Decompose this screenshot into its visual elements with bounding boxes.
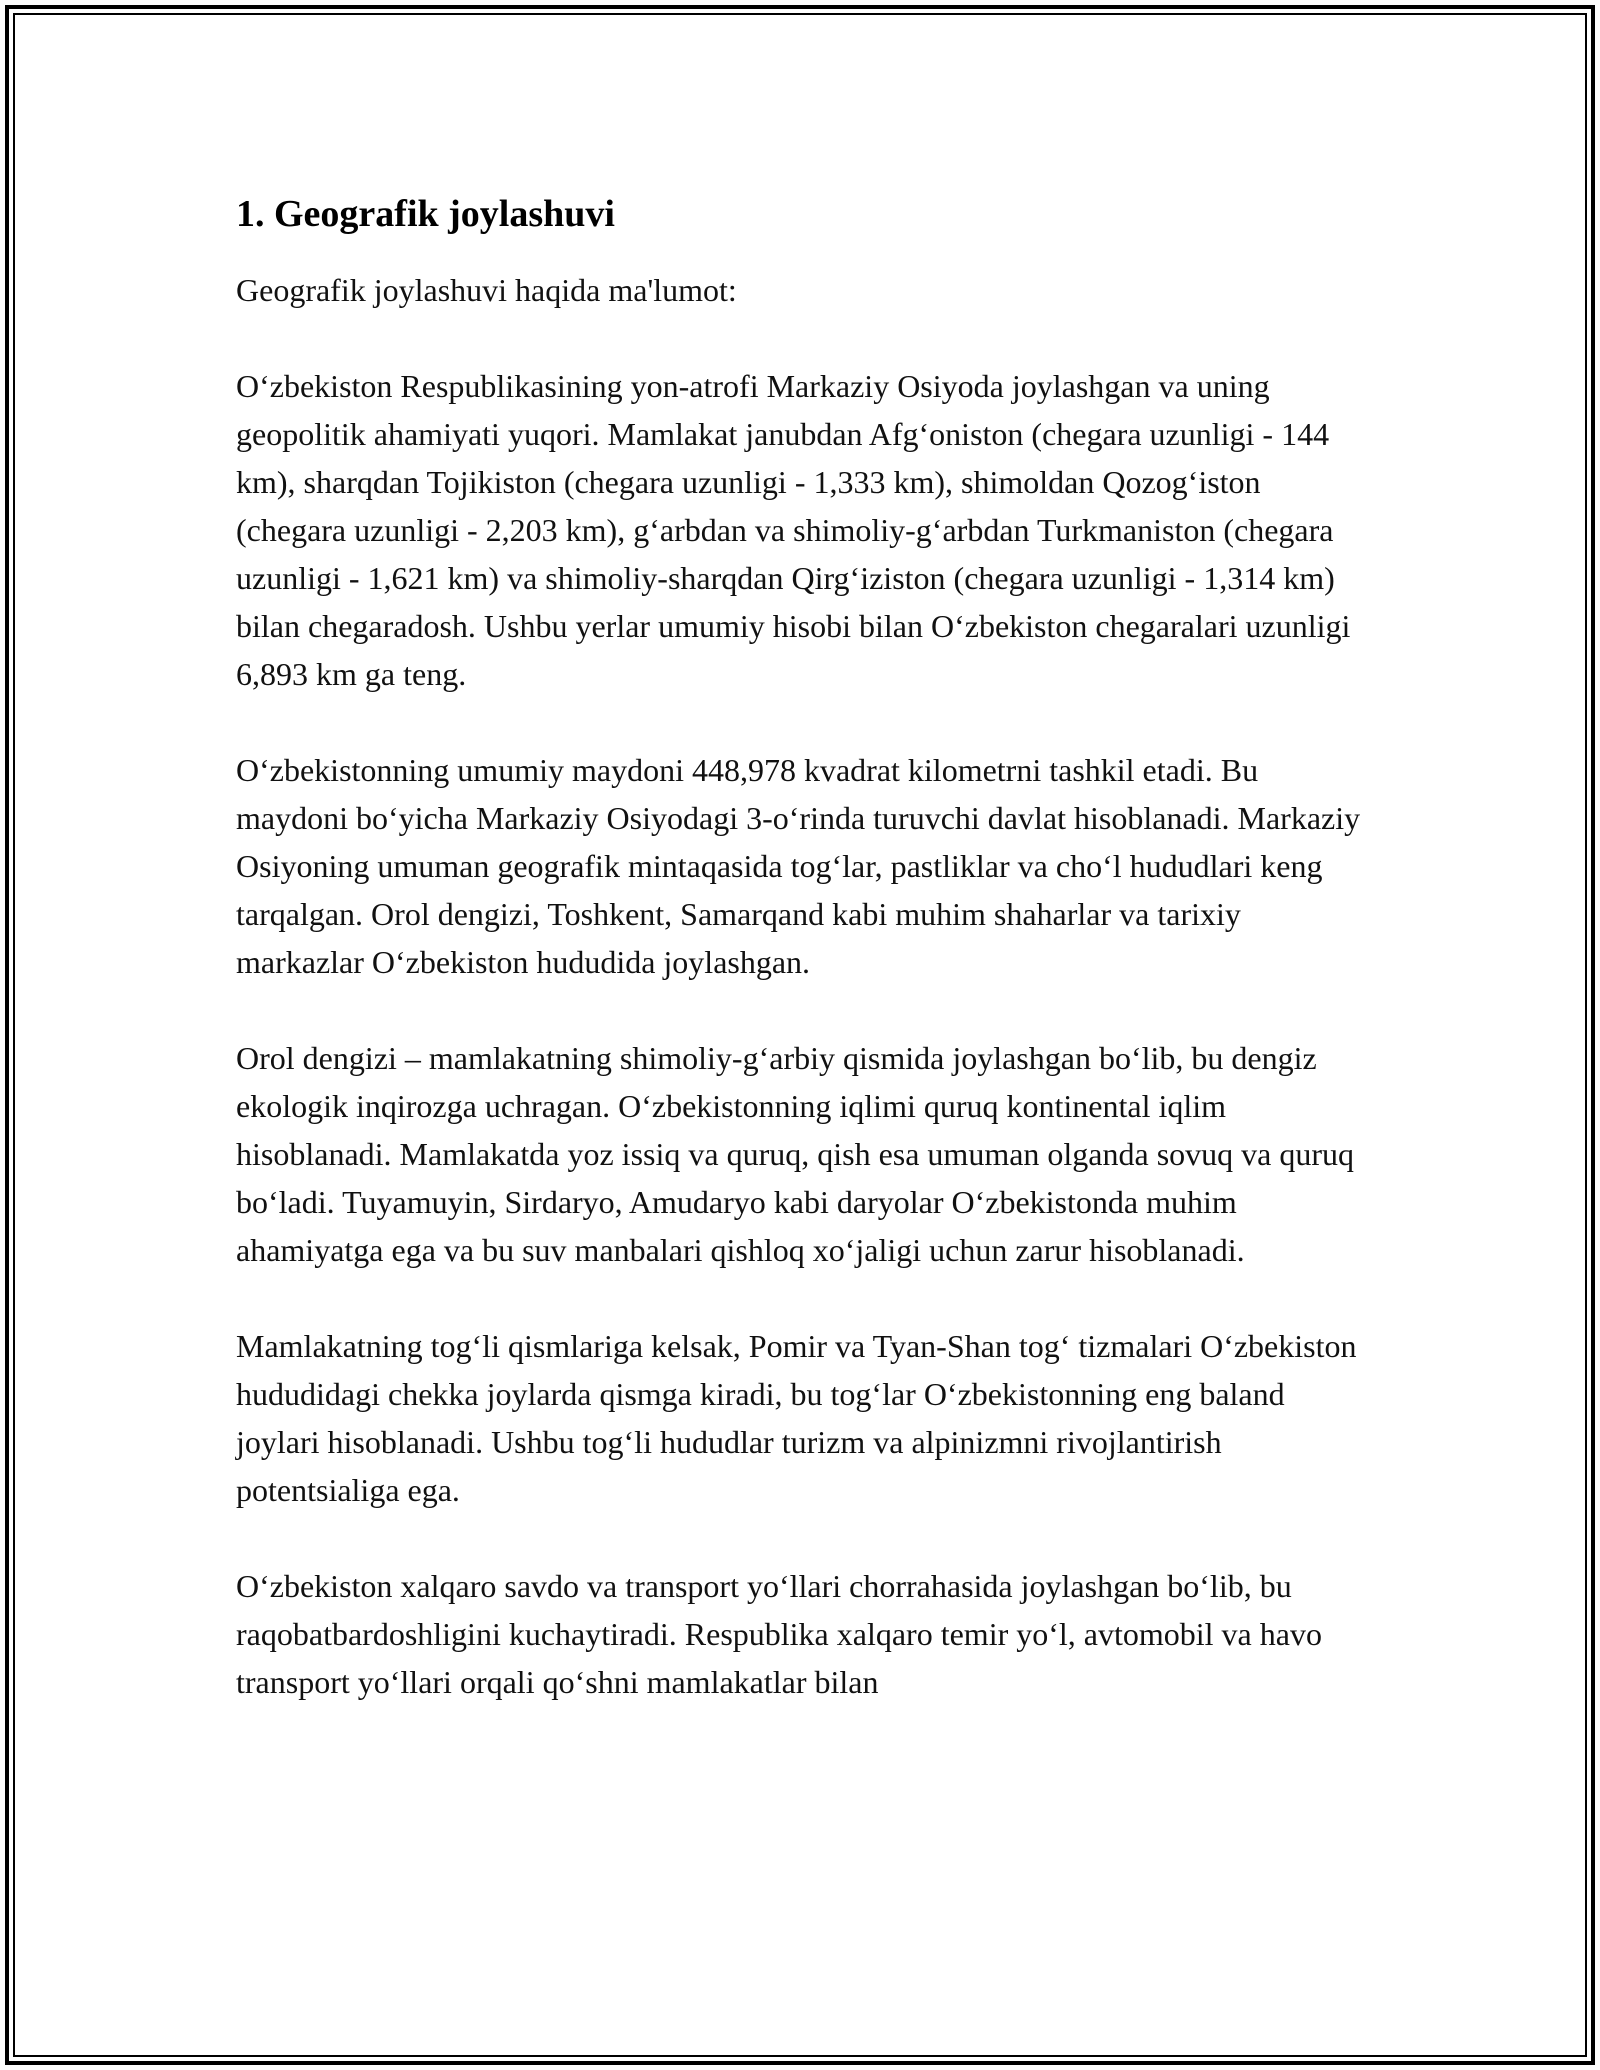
paragraph-borders: O‘zbekiston Respublikasining yon-atrofi Markaziy Osiyoda joylashgan va uning geopolitik ahamiyati yuqori. Mamlakat janubdan Afg‘oniston (chegara uzunligi - 144 km), sharqdan Tojikiston (chegara uzunligi - 1,333 km), shimoldan Qozog‘iston (chegara uzunligi - 2,203 km), g‘arbdan va shimoliy-g‘arbdan Turkmaniston (chegara uzunligi - 1,621 km) va shimoliy-sharqdan Qirg‘iziston (chegara uzunligi - 1,314 km) bilan chegaradosh. Ushbu yerlar umumiy hisobi bilan O‘zbekiston chegaralari uzunligi 6,893 km ga teng. xyxy=(236,368,1351,692)
paragraph-area: O‘zbekistonning umumiy maydoni 448,978 kvadrat kilometrni tashkil etadi. Bu maydoni bo‘yicha Markaziy Osiyodagi 3-o‘rinda turuvchi davlat hisoblanadi. Markaziy Osiyoning umuman geografik mintaqasida tog‘lar, pastliklar va cho‘l hududlari keng tarqalgan. Orol dengizi, Toshkent, Samarqand kabi muhim shaharlar va tarixiy markazlar O‘zbekiston hududida joylashgan. xyxy=(236,752,1361,980)
intro-text: Geografik joylashuvi haqida ma'lumot: xyxy=(236,272,737,308)
section-heading: 1. Geografik joylashuvi xyxy=(236,193,615,235)
paragraph-climate: Orol dengizi – mamlakatning shimoliy-g‘arbiy qismida joylashgan bo‘lib, bu dengiz ekologik inqirozga uchragan. O‘zbekistonning iqlimi quruq kontinental iqlim hisoblanadi. Mamlakatda yoz issiq va quruq, qish esa umuman olganda sovuq va quruq bo‘ladi. Tuyamuyin, Sirdaryo, Amudaryo kabi daryolar O‘zbekistonda muhim ahamiyatga ega va bu suv manbalari qishloq xo‘jaligi uchun zarur hisoblanadi. xyxy=(236,1040,1355,1268)
paragraph-mountains: Mamlakatning tog‘li qismlariga kelsak, Pomir va Tyan-Shan tog‘ tizmalari O‘zbekiston hududidagi chekka joylarda qismga kiradi, bu tog‘lar O‘zbekistonning eng baland joylari hisoblanadi. Ushbu tog‘li hududlar turizm va alpinizmni rivojlantirish potentsialiga ega. xyxy=(236,1328,1357,1508)
paragraph-transport: O‘zbekiston xalqaro savdo va transport yo‘llari chorrahasida joylashgan bo‘lib, bu raqobatbardoshligini kuchaytiradi. Respublika xalqaro temir yo‘l, avtomobil va havo transport yo‘llari orqali qo‘shni mamlakatlar bilan xyxy=(236,1568,1322,1700)
document-body xyxy=(236,188,1376,1706)
